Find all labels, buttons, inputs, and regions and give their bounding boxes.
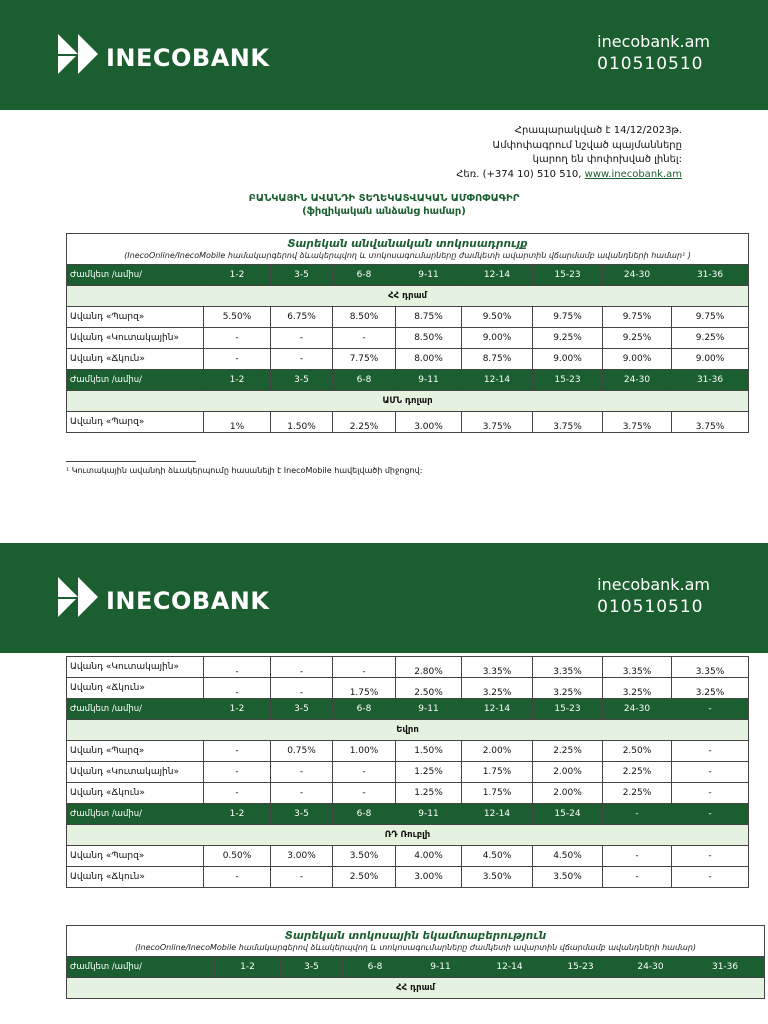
rate-cell: - bbox=[271, 783, 333, 804]
rate-cell: 1% bbox=[204, 412, 271, 433]
table-title-row bbox=[67, 926, 765, 957]
rate-cell: - bbox=[603, 846, 672, 867]
rate-cell: 3.00% bbox=[396, 412, 462, 433]
currency-row bbox=[67, 391, 749, 412]
rate-cell: - bbox=[271, 657, 333, 678]
table-row bbox=[67, 678, 749, 699]
term-header-cell: 6-8 bbox=[333, 804, 396, 825]
deposit-name-cell: Ավանդ «Ճկուն» bbox=[67, 867, 204, 888]
rate-cell: 3.75% bbox=[462, 412, 533, 433]
rate-cell: 3.00% bbox=[271, 846, 333, 867]
rate-cell: 3.25% bbox=[672, 678, 749, 699]
term-header-row bbox=[67, 370, 749, 391]
term-header-row bbox=[67, 265, 749, 286]
table-row bbox=[67, 307, 749, 328]
currency-label: ՀՀ դրամ bbox=[67, 286, 749, 307]
term-header-cell: - bbox=[672, 699, 749, 720]
rate-cell: 4.00% bbox=[396, 846, 462, 867]
term-header-row bbox=[67, 699, 749, 720]
table-row bbox=[67, 657, 749, 678]
header-banner-page2 bbox=[0, 543, 768, 653]
rate-cell: - bbox=[204, 349, 271, 370]
term-header-row bbox=[67, 957, 765, 978]
table-row bbox=[67, 762, 749, 783]
table-row bbox=[67, 846, 749, 867]
table-title-cell bbox=[67, 234, 749, 265]
term-header-cell: 6-8 bbox=[343, 957, 408, 978]
term-header-cell: 24-30 bbox=[603, 699, 672, 720]
rate-cell: 3.00% bbox=[396, 867, 462, 888]
rate-cell: - bbox=[333, 328, 396, 349]
rate-cell: 9.00% bbox=[603, 349, 672, 370]
inecobank-logo-icon bbox=[58, 34, 98, 74]
rate-cell: - bbox=[204, 762, 271, 783]
rate-cell: 2.50% bbox=[396, 678, 462, 699]
term-header-cell: 24-30 bbox=[603, 265, 672, 286]
currency-label: ՌԴ Ռուբլի bbox=[67, 825, 749, 846]
table-title-cell bbox=[67, 926, 765, 957]
term-header-cell: - bbox=[672, 804, 749, 825]
rate-cell: 3.50% bbox=[462, 867, 533, 888]
table-subtitle: (InecoOnline/InecoMobile համակարգերով ձևակերպվող և տոկոսագումարները ժամկետի ավարտին վճարմամբ ավանդների համար¹ ) bbox=[124, 251, 691, 260]
currency-label: Եվրո bbox=[67, 720, 749, 741]
rate-cell: 1.75% bbox=[462, 783, 533, 804]
rate-cell: 3.75% bbox=[603, 412, 672, 433]
term-header-cell: 1-2 bbox=[204, 804, 271, 825]
brand-logo bbox=[58, 577, 268, 619]
rate-cell: 2.00% bbox=[533, 762, 603, 783]
rate-cell: 2.25% bbox=[603, 783, 672, 804]
term-header-cell: 9-11 bbox=[396, 265, 462, 286]
table-row bbox=[67, 328, 749, 349]
rate-cell: 3.25% bbox=[603, 678, 672, 699]
term-header-cell: 15-23 bbox=[533, 265, 603, 286]
term-header-label: Ժամկետ /ամիս/ bbox=[67, 957, 215, 978]
term-header-cell: 12-14 bbox=[462, 265, 533, 286]
rate-cell: 3.35% bbox=[672, 657, 749, 678]
table-subtitle: (InecoOnline/InecoMobile համակարգերով ձևակերպվող և տոկոսագումարները ժամկետի ավարտին վճարմամբ ավանդների համար) bbox=[135, 943, 697, 952]
rate-cell: 5.50% bbox=[204, 307, 271, 328]
deposit-name-cell: Ավանդ «Կուտակային» bbox=[67, 328, 204, 349]
term-header-cell: 9-11 bbox=[396, 804, 462, 825]
publication-contact bbox=[456, 168, 682, 183]
deposit-name-cell: Ավանդ «Կուտակային» bbox=[67, 762, 204, 783]
deposit-name-cell: Ավանդ «Պարզ» bbox=[67, 412, 204, 433]
term-header-cell: 3-5 bbox=[271, 265, 333, 286]
rate-cell: 6.75% bbox=[271, 307, 333, 328]
effective-yield-table bbox=[66, 925, 765, 999]
term-header-cell: 15-23 bbox=[533, 370, 603, 391]
rate-cell: - bbox=[672, 783, 749, 804]
deposit-name-cell: Ավանդ «Ճկուն» bbox=[67, 783, 204, 804]
term-header-cell: 3-5 bbox=[271, 370, 333, 391]
rate-cell: - bbox=[204, 328, 271, 349]
rate-cell: 2.25% bbox=[603, 762, 672, 783]
rate-cell: 9.00% bbox=[533, 349, 603, 370]
term-header-cell: 31-36 bbox=[686, 957, 765, 978]
rate-cell: 8.75% bbox=[462, 349, 533, 370]
rate-cell: 4.50% bbox=[462, 846, 533, 867]
rate-cell: - bbox=[204, 657, 271, 678]
rate-cell: 2.00% bbox=[533, 783, 603, 804]
currency-row bbox=[67, 286, 749, 307]
currency-row bbox=[67, 720, 749, 741]
rate-cell: 2.50% bbox=[603, 741, 672, 762]
rate-cell: 9.50% bbox=[462, 307, 533, 328]
header-contact bbox=[597, 32, 710, 74]
table-title: Տարեկան անվանական տոկոսադրույք bbox=[287, 238, 528, 250]
term-header-cell: 1-2 bbox=[204, 699, 271, 720]
rate-cell: - bbox=[333, 783, 396, 804]
term-header-cell: 9-11 bbox=[396, 699, 462, 720]
rate-cell: 9.00% bbox=[462, 328, 533, 349]
deposit-name-cell: Ավանդ «Կուտակային» bbox=[67, 657, 204, 678]
deposit-name-cell: Ավանդ «Պարզ» bbox=[67, 307, 204, 328]
table-title: Տարեկան տոկոսային եկամտաբերություն bbox=[284, 930, 547, 942]
header-banner bbox=[0, 0, 768, 110]
footnote-divider bbox=[66, 461, 196, 462]
currency-row bbox=[67, 825, 749, 846]
rate-cell: 1.25% bbox=[396, 762, 462, 783]
rate-cell: - bbox=[672, 741, 749, 762]
document-title bbox=[0, 192, 768, 218]
rate-cell: 1.50% bbox=[396, 741, 462, 762]
rate-cell: 1.75% bbox=[333, 678, 396, 699]
rate-cell: 3.50% bbox=[533, 867, 603, 888]
rate-cell: - bbox=[333, 762, 396, 783]
rate-cell: 8.50% bbox=[333, 307, 396, 328]
rate-cell: 1.75% bbox=[462, 762, 533, 783]
rate-cell: 8.50% bbox=[396, 328, 462, 349]
term-header-label: Ժամկետ /ամիս/ bbox=[67, 265, 204, 286]
rate-cell: - bbox=[333, 657, 396, 678]
document-title-line2: (ֆիզիկական անձանց համար) bbox=[302, 206, 466, 217]
rate-cell: 2.25% bbox=[333, 412, 396, 433]
publication-note-2: կարող են փոփոխված լինել: bbox=[532, 154, 682, 165]
rate-cell: 9.25% bbox=[672, 328, 749, 349]
table-row bbox=[67, 783, 749, 804]
term-header-label: Ժամկետ /ամիս/ bbox=[67, 370, 204, 391]
term-header-cell: 15-24 bbox=[533, 804, 603, 825]
rate-cell: 0.50% bbox=[204, 846, 271, 867]
nominal-rates-table-continued bbox=[66, 656, 749, 888]
rate-cell: - bbox=[603, 867, 672, 888]
term-header-cell: 12-14 bbox=[462, 804, 533, 825]
rate-cell: 8.75% bbox=[396, 307, 462, 328]
rate-cell: 3.25% bbox=[533, 678, 603, 699]
term-header-cell: 24-30 bbox=[603, 370, 672, 391]
term-header-cell: 3-5 bbox=[271, 804, 333, 825]
rate-cell: - bbox=[271, 678, 333, 699]
rate-cell: 3.75% bbox=[672, 412, 749, 433]
rate-cell: 2.25% bbox=[533, 741, 603, 762]
term-header-cell: 12-14 bbox=[462, 370, 533, 391]
rate-cell: - bbox=[672, 762, 749, 783]
inecobank-logo-icon bbox=[58, 577, 98, 617]
term-header-label: Ժամկետ /ամիս/ bbox=[67, 804, 204, 825]
rate-cell: - bbox=[672, 846, 749, 867]
table-row bbox=[67, 867, 749, 888]
term-header-cell: 15-23 bbox=[546, 957, 616, 978]
header-phone: 010510510 bbox=[597, 597, 704, 617]
nominal-rates-table bbox=[66, 233, 749, 433]
rate-cell: 9.25% bbox=[533, 328, 603, 349]
term-header-cell: 3-5 bbox=[271, 699, 333, 720]
rate-cell: 3.25% bbox=[462, 678, 533, 699]
deposit-name-cell: Ավանդ «Պարզ» bbox=[67, 741, 204, 762]
table-title-row bbox=[67, 234, 749, 265]
header-site[interactable]: inecobank.am bbox=[597, 575, 710, 594]
rate-cell: - bbox=[204, 678, 271, 699]
rate-cell: 1.50% bbox=[271, 412, 333, 433]
term-header-cell: 24-30 bbox=[616, 957, 686, 978]
term-header-cell: 9-11 bbox=[408, 957, 474, 978]
document-title-line1: ԲԱՆԿԱՅԻՆ ԱՎԱՆԴԻ ՏԵՂԵԿԱՏՎԱԿԱՆ ԱՄՓՈՓԱԳԻՐ bbox=[248, 193, 520, 204]
brand-name: INECOBANK bbox=[106, 587, 270, 615]
term-header-cell: - bbox=[603, 804, 672, 825]
term-header-cell: 6-8 bbox=[333, 699, 396, 720]
term-header-cell: 1-2 bbox=[204, 265, 271, 286]
rate-cell: 3.75% bbox=[533, 412, 603, 433]
header-site[interactable]: inecobank.am bbox=[597, 32, 710, 51]
rate-cell: - bbox=[204, 783, 271, 804]
deposit-name-cell: Ավանդ «Ճկուն» bbox=[67, 349, 204, 370]
rate-cell: 2.00% bbox=[462, 741, 533, 762]
rate-cell: 3.35% bbox=[603, 657, 672, 678]
brand-name: INECOBANK bbox=[106, 44, 270, 72]
rate-cell: 8.00% bbox=[396, 349, 462, 370]
term-header-cell: 31-36 bbox=[672, 265, 749, 286]
term-header-cell: 3-5 bbox=[281, 957, 343, 978]
rate-cell: 1.00% bbox=[333, 741, 396, 762]
rate-cell: - bbox=[204, 867, 271, 888]
deposit-name-cell: Ավանդ «Ճկուն» bbox=[67, 678, 204, 699]
term-header-cell: 31-36 bbox=[672, 370, 749, 391]
header-contact bbox=[597, 575, 710, 617]
rate-cell: - bbox=[271, 349, 333, 370]
publication-info bbox=[456, 124, 682, 182]
currency-label: ՀՀ դրամ bbox=[67, 978, 765, 999]
rate-cell: 1.25% bbox=[396, 783, 462, 804]
rate-cell: - bbox=[271, 867, 333, 888]
currency-row bbox=[67, 978, 765, 999]
rate-cell: - bbox=[672, 867, 749, 888]
rate-cell: 3.35% bbox=[462, 657, 533, 678]
term-header-row bbox=[67, 804, 749, 825]
term-header-label: Ժամկետ /ամիս/ bbox=[67, 699, 204, 720]
rate-cell: 9.25% bbox=[603, 328, 672, 349]
term-header-cell: 12-14 bbox=[462, 699, 533, 720]
table-row bbox=[67, 349, 749, 370]
term-header-cell: 12-14 bbox=[474, 957, 546, 978]
rate-cell: 3.50% bbox=[333, 846, 396, 867]
term-header-cell: 6-8 bbox=[333, 265, 396, 286]
table-row bbox=[67, 741, 749, 762]
rate-cell: 0.75% bbox=[271, 741, 333, 762]
publication-note-1: Ամփոփագրում նշված պայմանները bbox=[492, 139, 682, 151]
header-phone: 010510510 bbox=[597, 54, 704, 74]
currency-label: ԱՄՆ դոլար bbox=[67, 391, 749, 412]
table-row bbox=[67, 412, 749, 433]
publication-date: Հրապարակված է 14/12/2023թ. bbox=[514, 125, 682, 136]
rate-cell: - bbox=[271, 762, 333, 783]
rate-cell: 4.50% bbox=[533, 846, 603, 867]
term-header-cell: 1-2 bbox=[215, 957, 281, 978]
contact-phone: Հեռ. (+374 10) 510 510, bbox=[456, 168, 585, 180]
rate-cell: - bbox=[271, 328, 333, 349]
rate-cell: 7.75% bbox=[333, 349, 396, 370]
term-header-cell: 9-11 bbox=[396, 370, 462, 391]
term-header-cell: 15-23 bbox=[533, 699, 603, 720]
rate-cell: 9.75% bbox=[603, 307, 672, 328]
rate-cell: 9.75% bbox=[533, 307, 603, 328]
rate-cell: 3.35% bbox=[533, 657, 603, 678]
rate-cell: 9.00% bbox=[672, 349, 749, 370]
term-header-cell: 6-8 bbox=[333, 370, 396, 391]
footnote: ¹ Կուտակային ավանդի ձևակերպումը հասանելի է InecoMobile հավելվածի միջոցով: bbox=[66, 466, 423, 475]
term-header-cell: 1-2 bbox=[204, 370, 271, 391]
rate-cell: 9.75% bbox=[672, 307, 749, 328]
rate-cell: 2.80% bbox=[396, 657, 462, 678]
website-link[interactable]: www.inecobank.am bbox=[584, 168, 682, 180]
brand-logo bbox=[58, 34, 268, 76]
rate-cell: 2.50% bbox=[333, 867, 396, 888]
rate-cell: - bbox=[204, 741, 271, 762]
deposit-name-cell: Ավանդ «Պարզ» bbox=[67, 846, 204, 867]
